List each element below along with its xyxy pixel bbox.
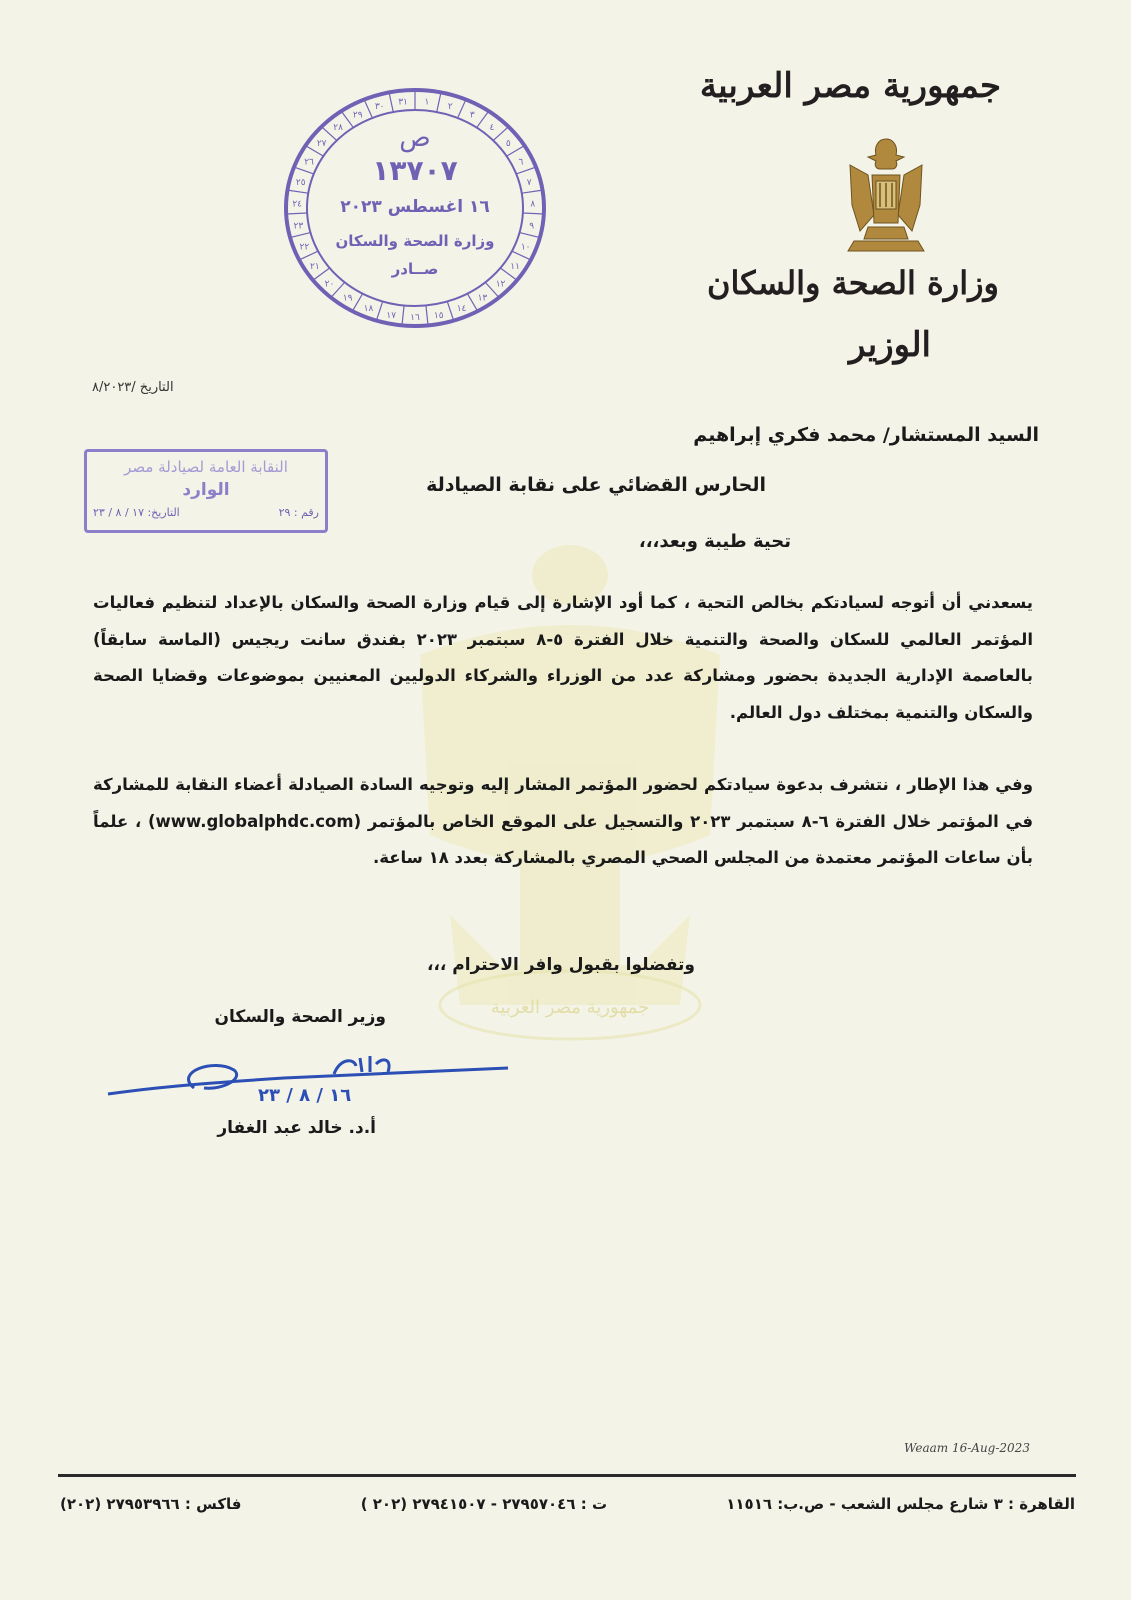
stamp-ring-number: ٢٤ [292,199,302,210]
stamp-ring-number: ٧ [526,177,532,188]
stamp-ring-divider [447,302,453,321]
stamp-ring-divider [516,167,536,174]
closing-line: وتفضلوا بقبول وافر الاحترام ،،، [426,955,695,975]
stamp-ring-number: ٦ [518,157,524,168]
greeting: تحية طيبة وبعد،،، [638,531,791,552]
stamp-ring-number: ٨ [530,199,536,210]
stamp-mark: ص [399,123,431,153]
stamp-ring-number: ١٨ [363,304,374,315]
body-paragraph-1: يسعدني أن أتوجه لسيادتكم بخالص التحية ، كما أود الإشارة إلى قيام وزارة الصحة والسكان بالإعداد لتنظيم فعاليات المؤتمر العالمي للسكان والصحة والتنمية خلال الفترة ٥-٨ سبتمبر ٢٠٢٣ بفندق سانت ريجيس (الماسة سابقاً) بالعاصمة الإدارية الجديدة بحضور ومشاركة عدد من الوزراء والشركاء الدوليين المعنيين بموضوعات وقضايا الصحة والسكان والتنمية بمختلف دول العالم. [93,593,1034,722]
recipient-title: الحارس القضائي على نقابة الصيادلة [426,474,766,496]
stamp-ring-number: ١٧ [386,310,397,321]
stamp-type: صــادر [391,260,439,278]
stamp-ring-divider [458,100,466,118]
stamp-ring-divider [376,302,382,321]
stamp-ring-divider [294,167,314,174]
signatory-title: وزير الصحة والسكان [214,1007,386,1027]
stamp-ring-number: ٣٠ [374,101,385,112]
stamp-number: ١٣٧٠٧ [372,154,458,187]
stamp-ring-divider [520,233,540,238]
stamp-ring-number: ٢٧ [316,138,327,149]
stamp-ring-divider [477,111,489,127]
incoming-stamp-number: رقم : ٢٩ [278,506,319,519]
letterhead-ministry: وزارة الصحة والسكان [706,264,999,302]
letterhead-office: الوزير [848,325,931,365]
watermark-text: جمهورية مصر العربية [490,997,650,1018]
stamp-ring-number: ١٦ [410,313,420,323]
incoming-stamp-date: التاريخ: ١٧ / ٨ / ٢٣ [93,506,180,519]
footer-phone: ت : ٢٧٩٥٧٠٤٦ - ٢٧٩٤١٥٠٧ (٢٠٢ ) [360,1495,608,1513]
stamp-ring-number: ٢٠ [324,279,335,290]
body-paragraph-2: وفي هذا الإطار ، نتشرف بدعوة سيادتكم لحضور المؤتمر المشار إليه وتوجيه السادة الصيادلة أعضاء النقابة للمشاركة في المؤتمر خلال الفترة ٦-٨ سبتمبر ٢٠٢٣ والتسجيل على الموقع الخاص بالمؤتمر (www.globalphdc.com) ، علماً بأن ساعات المؤتمر معتمدة من المجلس الصحي المصري بالمشاركة بعدد ١٨ ساعة. [93,775,1033,867]
footer-address: القاهرة : ٣ شارع مجلس الشعب - ص.ب: ١١٥١٦ [726,1495,1075,1513]
stamp-ring-number: ٢ [447,101,453,112]
footer-fax: فاكس : ٢٧٩٥٣٩٦٦ (٢٠٢) [60,1495,242,1513]
stamp-ring-number: ٢٨ [333,123,343,134]
stamp-ring-number: ٢٩ [352,110,363,121]
incoming-stamp-org: النقابة العامة لصيادلة مصر [124,458,288,476]
stamp-ring-divider [467,294,477,311]
footer-divider [58,1474,1076,1477]
stamp-ring-number: ١٩ [342,293,353,304]
stamp-ring-divider [523,213,544,214]
letter-date: التاريخ /٨/٢٠٢٣ [92,380,174,395]
footer [60,1495,1075,1513]
stamp-ring-divider [426,305,428,325]
incoming-stamp-label: الوارد [182,480,230,500]
recipient-name: السيد المستشار/ محمد فكري إبراهيم [693,424,1039,446]
stamp-ring-number: ٣١ [398,97,408,108]
stamp-ring-divider [341,111,353,127]
stamp-ring-divider [287,190,308,193]
stamp-ring-number: ١٠ [520,242,531,253]
stamp-ring-divider [522,190,543,193]
stamp-ring-divider [352,294,362,311]
incoming-stamp [84,449,328,533]
stamp-ring-number: ٤ [489,123,495,134]
stamp-ring-number: ١١ [510,262,520,273]
stamp-ring-number: ١٥ [433,310,444,321]
stamp-ring-number: ٥ [505,138,511,149]
stamp-ring-number: ١٤ [456,304,467,315]
stamp-ring-divider [402,305,404,325]
stamp-ring-number: ١٣ [477,293,488,304]
stamp-date: ١٦ اغسطس ٢٠٢٣ [340,197,490,217]
stamp-ring-number: ٢٥ [295,177,306,188]
letterhead-country: جمهورية مصر العربية [699,66,1001,106]
stamp-ring-number: ٢٣ [293,221,304,232]
signatory-name: أ.د. خالد عبد الغفار [217,1118,376,1138]
typist-note: Weaam 16-Aug-2023 [904,1441,1030,1455]
stamp-ring-divider [364,100,372,118]
stamp-ring-number: ٩ [529,221,535,232]
stamp-ring-number: ٢٢ [299,242,310,253]
stamp-ring-number: ٣ [469,110,475,121]
stamp-ministry: وزارة الصحة والسكان [335,232,495,250]
stamp-ring-divider [286,213,307,214]
stamp-ring-divider [290,233,310,238]
stamp-ring-number: ٢١ [310,262,320,273]
stamp-ring-divider [389,92,393,112]
stamp-ring-divider [437,92,441,112]
stamp-ring-number: ١ [424,97,430,108]
signature-date: ١٦ / ٨ / ٢٣ [258,1085,352,1106]
stamp-ring-number: ٢٦ [304,157,314,168]
eagle-of-saladin-icon [838,135,934,257]
outgoing-stamp [280,84,550,332]
stamp-ring-number: ١٢ [495,279,506,290]
